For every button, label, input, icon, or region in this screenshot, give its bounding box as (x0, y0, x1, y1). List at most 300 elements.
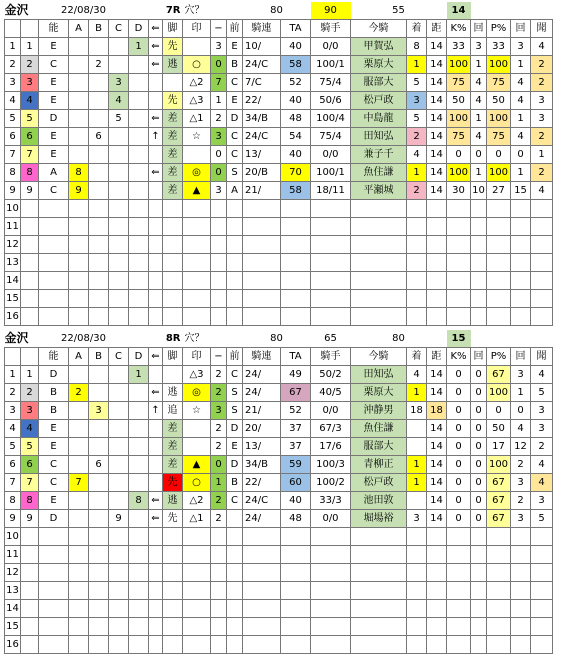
count-2: 2 (511, 456, 531, 474)
empty-cell (471, 618, 487, 636)
jockey-stats: 100/4 (311, 110, 351, 128)
ability-grade: E (39, 146, 69, 164)
rank-b (89, 474, 109, 492)
empty-row (5, 254, 553, 272)
ability-grade: E (39, 420, 69, 438)
column-header: 脚 (163, 20, 183, 38)
empty-cell (511, 236, 531, 254)
empty-cell (243, 636, 281, 654)
finish-rank (407, 438, 427, 456)
column-header: 脚 (163, 348, 183, 366)
p-percent: 100 (487, 110, 511, 128)
ta-value: 40 (281, 492, 311, 510)
empty-cell (21, 272, 39, 290)
row-number: 13 (5, 254, 21, 272)
running-style: 差 (163, 146, 183, 164)
row-number: 6 (5, 456, 21, 474)
arrow-mark: ⇐ (149, 56, 163, 74)
empty-cell (109, 564, 129, 582)
rank-b (89, 92, 109, 110)
table-row[interactable] (5, 366, 553, 384)
empty-cell (511, 272, 531, 290)
running-style: 差 (163, 182, 183, 200)
interval: 2 (531, 74, 553, 92)
empty-cell (183, 600, 211, 618)
k-percent: 0 (447, 366, 471, 384)
empty-cell (227, 528, 243, 546)
rank-b: 2 (89, 56, 109, 74)
sub-mark: 3 (211, 38, 227, 56)
empty-cell (109, 236, 129, 254)
empty-cell (227, 272, 243, 290)
empty-cell (311, 600, 351, 618)
ability-grade: E (39, 74, 69, 92)
ta-value: 49 (281, 366, 311, 384)
empty-cell (129, 528, 149, 546)
empty-cell (531, 236, 553, 254)
rank-a: 2 (69, 384, 89, 402)
interval: 3 (531, 420, 553, 438)
empty-cell (447, 254, 471, 272)
count-2: 4 (511, 128, 531, 146)
empty-cell (407, 564, 427, 582)
empty-cell (183, 546, 211, 564)
table-row[interactable] (5, 510, 553, 528)
rank-d: 8 (129, 492, 149, 510)
count-1: 0 (471, 510, 487, 528)
empty-cell (21, 600, 39, 618)
empty-cell (163, 218, 183, 236)
column-header: 聞 (531, 20, 553, 38)
empty-cell (211, 546, 227, 564)
count-2: 3 (511, 474, 531, 492)
table-row[interactable] (5, 164, 553, 182)
empty-cell (149, 564, 163, 582)
interval: 2 (531, 438, 553, 456)
rank-c (109, 384, 129, 402)
running-style: 逃 (163, 56, 183, 74)
row-number: 9 (5, 182, 21, 200)
empty-cell (243, 618, 281, 636)
empty-cell (487, 200, 511, 218)
empty-cell (39, 218, 69, 236)
empty-cell (183, 254, 211, 272)
position-grade: C (227, 366, 243, 384)
sub-mark: 7 (211, 74, 227, 92)
empty-cell (471, 200, 487, 218)
empty-cell (351, 636, 407, 654)
empty-cell (21, 236, 39, 254)
jockey-name: 兼子千 (351, 146, 407, 164)
finish-rank: 2 (407, 128, 427, 146)
gate-number: 6 (21, 128, 39, 146)
rank-d: 1 (129, 366, 149, 384)
empty-cell (511, 200, 531, 218)
empty-cell (407, 582, 427, 600)
empty-cell (211, 200, 227, 218)
empty-cell (281, 618, 311, 636)
k-percent: 75 (447, 128, 471, 146)
rank-b (89, 366, 109, 384)
rank-b (89, 182, 109, 200)
jockey-combo: 24/ (243, 366, 281, 384)
table-row[interactable] (5, 474, 553, 492)
jockey-name: 栗原大 (351, 56, 407, 74)
empty-cell (69, 290, 89, 308)
arrow-mark (149, 146, 163, 164)
empty-cell (511, 254, 531, 272)
table-row[interactable] (5, 492, 553, 510)
ta-value: 58 (281, 56, 311, 74)
empty-cell (39, 546, 69, 564)
jockey-name: 田知弘 (351, 366, 407, 384)
empty-cell (447, 636, 471, 654)
running-style: 先 (163, 474, 183, 492)
empty-cell (447, 564, 471, 582)
column-header: D (129, 348, 149, 366)
row-number: 1 (5, 366, 21, 384)
distance: 14 (427, 384, 447, 402)
empty-cell (149, 218, 163, 236)
column-header: TA (281, 20, 311, 38)
empty-row (5, 600, 553, 618)
interval: 3 (531, 492, 553, 510)
ability-grade: A (39, 164, 69, 182)
empty-cell (39, 636, 69, 654)
jockey-stats: 100/1 (311, 164, 351, 182)
k-percent: 0 (447, 492, 471, 510)
k-percent: 0 (447, 474, 471, 492)
empty-cell (183, 636, 211, 654)
sub-mark: 2 (211, 492, 227, 510)
empty-cell (129, 564, 149, 582)
finish-rank: 5 (407, 74, 427, 92)
rank-b (89, 384, 109, 402)
ta-value: 52 (281, 402, 311, 420)
table-row[interactable] (5, 146, 553, 164)
empty-cell (109, 254, 129, 272)
prediction-mark: ☆ (183, 402, 211, 420)
table-row[interactable] (5, 56, 553, 74)
p-percent: 75 (487, 128, 511, 146)
column-header: 回 (471, 348, 487, 366)
rank-b (89, 110, 109, 128)
header-num-3: 55 (351, 2, 447, 20)
empty-cell (69, 200, 89, 218)
empty-cell (163, 618, 183, 636)
empty-cell (281, 564, 311, 582)
empty-cell (227, 564, 243, 582)
jockey-stats: 0/0 (311, 402, 351, 420)
count-2: 1 (511, 164, 531, 182)
empty-cell (471, 218, 487, 236)
jockey-name: 田知弘 (351, 128, 407, 146)
position-grade: D (227, 420, 243, 438)
ability-grade: C (39, 456, 69, 474)
empty-cell (487, 600, 511, 618)
jockey-stats: 0/0 (311, 38, 351, 56)
empty-cell (211, 218, 227, 236)
prediction-mark: △1 (183, 510, 211, 528)
empty-cell (89, 582, 109, 600)
p-percent: 50 (487, 92, 511, 110)
prediction-mark (183, 438, 211, 456)
empty-cell (163, 546, 183, 564)
empty-cell (183, 308, 211, 326)
rank-d: 1 (129, 38, 149, 56)
empty-cell (129, 272, 149, 290)
empty-cell (447, 272, 471, 290)
empty-cell (69, 600, 89, 618)
position-grade: D (227, 110, 243, 128)
arrow-mark (149, 474, 163, 492)
rank-b (89, 438, 109, 456)
table-row[interactable] (5, 384, 553, 402)
empty-cell (511, 582, 531, 600)
empty-cell (511, 546, 531, 564)
empty-cell (311, 546, 351, 564)
arrow-mark (149, 182, 163, 200)
position-grade: E (227, 92, 243, 110)
finish-rank (407, 492, 427, 510)
position-grade: D (227, 456, 243, 474)
column-header: 今騎 (351, 20, 407, 38)
empty-cell (531, 290, 553, 308)
empty-cell (471, 236, 487, 254)
header-num-3: 80 (351, 330, 447, 348)
jockey-name: 甲賀弘 (351, 38, 407, 56)
empty-cell (531, 218, 553, 236)
empty-cell (149, 254, 163, 272)
row-number: 12 (5, 564, 21, 582)
empty-cell (129, 308, 149, 326)
interval: 2 (531, 56, 553, 74)
empty-cell (471, 528, 487, 546)
ta-value: 40 (281, 146, 311, 164)
interval: 4 (531, 456, 553, 474)
sub-mark: 1 (211, 474, 227, 492)
table-row[interactable] (5, 110, 553, 128)
table-row[interactable] (5, 402, 553, 420)
column-header: 聞 (531, 348, 553, 366)
jockey-name: 栗原大 (351, 384, 407, 402)
interval: 5 (531, 510, 553, 528)
empty-cell (163, 272, 183, 290)
empty-cell (39, 254, 69, 272)
empty-cell (69, 218, 89, 236)
empty-cell (531, 272, 553, 290)
table-row[interactable] (5, 74, 553, 92)
row-number: 8 (5, 164, 21, 182)
jockey-name: 平瀬城 (351, 182, 407, 200)
sub-mark: 0 (211, 146, 227, 164)
empty-cell (21, 528, 39, 546)
header-blank (471, 2, 553, 20)
empty-cell (447, 528, 471, 546)
empty-cell (149, 308, 163, 326)
empty-cell (487, 636, 511, 654)
ta-value: 60 (281, 474, 311, 492)
rank-a (69, 146, 89, 164)
jockey-name: 服部大 (351, 74, 407, 92)
gate-number: 3 (21, 402, 39, 420)
table-row[interactable] (5, 420, 553, 438)
column-header: P% (487, 20, 511, 38)
empty-cell (407, 618, 427, 636)
empty-cell (69, 582, 89, 600)
position-grade: C (227, 146, 243, 164)
empty-cell (487, 582, 511, 600)
position-grade: E (227, 38, 243, 56)
empty-cell (447, 600, 471, 618)
table-row[interactable] (5, 38, 553, 56)
empty-cell (281, 254, 311, 272)
arrow-mark (149, 456, 163, 474)
gate-number: 1 (21, 38, 39, 56)
finish-rank: 1 (407, 384, 427, 402)
empty-cell (243, 528, 281, 546)
empty-cell (427, 218, 447, 236)
ta-value: 37 (281, 420, 311, 438)
empty-cell (211, 236, 227, 254)
sub-mark: 2 (211, 420, 227, 438)
header-total: 14 (447, 2, 471, 20)
empty-cell (243, 564, 281, 582)
rank-a (69, 402, 89, 420)
table-row[interactable] (5, 92, 553, 110)
jockey-stats: 75/4 (311, 74, 351, 92)
rank-a (69, 110, 89, 128)
empty-cell (183, 290, 211, 308)
arrow-mark (149, 420, 163, 438)
sub-mark: 1 (211, 92, 227, 110)
empty-cell (129, 254, 149, 272)
rank-a (69, 438, 89, 456)
empty-cell (351, 528, 407, 546)
rank-b: 3 (89, 402, 109, 420)
rank-d (129, 182, 149, 200)
empty-cell (227, 236, 243, 254)
header-total: 15 (447, 330, 471, 348)
table-row[interactable] (5, 456, 553, 474)
finish-rank: 8 (407, 38, 427, 56)
distance: 14 (427, 438, 447, 456)
empty-cell (281, 308, 311, 326)
rank-b: 6 (89, 128, 109, 146)
count-2: 4 (511, 92, 531, 110)
arrow-mark (149, 74, 163, 92)
arrow-mark: ↑ (149, 128, 163, 146)
empty-cell (149, 290, 163, 308)
row-number: 7 (5, 146, 21, 164)
empty-cell (407, 218, 427, 236)
race-number: 8R (129, 330, 183, 348)
p-percent: 100 (487, 384, 511, 402)
jockey-stats: 50/2 (311, 366, 351, 384)
gate-number: 3 (21, 74, 39, 92)
empty-cell (227, 218, 243, 236)
jockey-stats: 67/3 (311, 420, 351, 438)
table-row[interactable] (5, 128, 553, 146)
empty-cell (311, 564, 351, 582)
row-number: 16 (5, 308, 21, 326)
ta-value: 54 (281, 128, 311, 146)
distance: 14 (427, 164, 447, 182)
empty-cell (243, 272, 281, 290)
empty-cell (531, 636, 553, 654)
interval: 4 (531, 38, 553, 56)
empty-cell (427, 236, 447, 254)
empty-cell (311, 218, 351, 236)
running-style: 差 (163, 456, 183, 474)
position-grade: E (227, 438, 243, 456)
empty-cell (447, 236, 471, 254)
rank-a (69, 492, 89, 510)
header-num-2: 65 (311, 330, 351, 348)
rank-c (109, 128, 129, 146)
empty-cell (531, 308, 553, 326)
ta-value: 48 (281, 510, 311, 528)
empty-cell (21, 200, 39, 218)
gate-number: 8 (21, 492, 39, 510)
ability-grade: C (39, 474, 69, 492)
gate-number: 4 (21, 420, 39, 438)
jockey-stats: 100/3 (311, 456, 351, 474)
empty-cell (39, 308, 69, 326)
empty-cell (129, 618, 149, 636)
count-1: 10 (471, 182, 487, 200)
rank-b (89, 74, 109, 92)
empty-cell (243, 218, 281, 236)
race-number: 7R (129, 2, 183, 20)
empty-cell (487, 308, 511, 326)
column-header: ⇐ (149, 348, 163, 366)
empty-cell (227, 290, 243, 308)
column-header: 距 (427, 348, 447, 366)
empty-row (5, 272, 553, 290)
prediction-mark (183, 420, 211, 438)
empty-cell (211, 600, 227, 618)
finish-rank: 4 (407, 366, 427, 384)
empty-cell (351, 546, 407, 564)
empty-cell (447, 582, 471, 600)
column-header: 能 (39, 20, 69, 38)
empty-cell (211, 582, 227, 600)
jockey-stats: 40/5 (311, 384, 351, 402)
arrow-mark (149, 366, 163, 384)
k-percent: 100 (447, 110, 471, 128)
table-row[interactable] (5, 182, 553, 200)
empty-cell (163, 564, 183, 582)
race-sheet-8r (4, 330, 553, 654)
rank-d (129, 92, 149, 110)
column-header: A (69, 348, 89, 366)
table-row[interactable] (5, 438, 553, 456)
empty-cell (211, 290, 227, 308)
distance: 14 (427, 74, 447, 92)
ability-grade: B (39, 384, 69, 402)
rank-a (69, 56, 89, 74)
arrow-mark: ⇐ (149, 510, 163, 528)
empty-cell (407, 254, 427, 272)
rank-d (129, 474, 149, 492)
empty-cell (21, 308, 39, 326)
count-1: 1 (471, 56, 487, 74)
empty-cell (163, 254, 183, 272)
empty-cell (471, 600, 487, 618)
empty-cell (227, 200, 243, 218)
empty-cell (89, 254, 109, 272)
